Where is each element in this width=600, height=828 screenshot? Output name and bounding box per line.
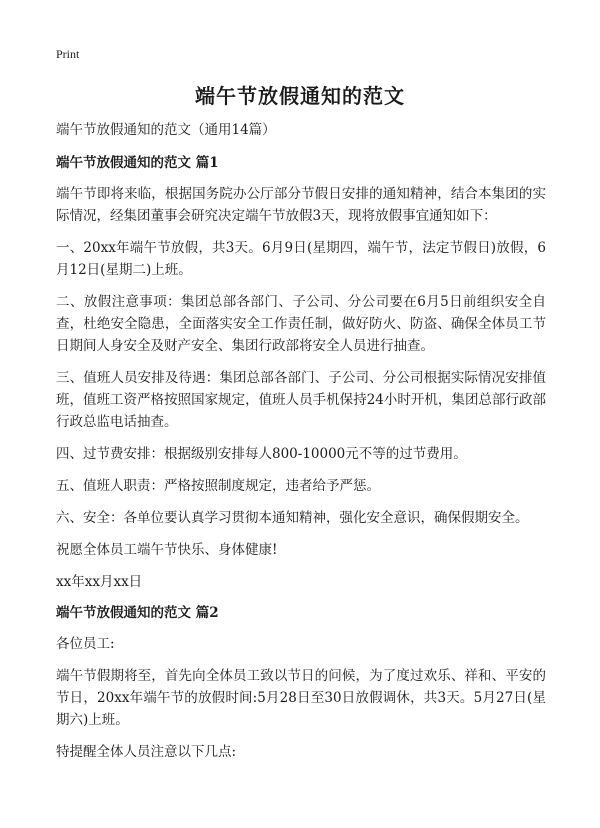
paragraph-item-5: 五、值班人职责：严格按照制度规定，违者给予严惩。 — [56, 478, 380, 494]
paragraph-intro: 端午节即将来临，根据国务院办公厅部分节假日安排的通知精神，结合本集团的实际情况，经集团董事会研究决定端午节放假3天，现将放假事宜通知如下： — [56, 186, 546, 224]
paragraph-greeting: 祝愿全体员工端午节快乐、身体健康! — [56, 542, 278, 558]
document-body — [56, 120, 546, 773]
paragraph-item-6: 六、安全：各单位要认真学习贯彻本通知精神，强化安全意识，确保假期安全。 — [56, 510, 529, 526]
paragraph-item-3: 三、值班人员安排及待遇：集团总部各部门、子公司、分公司根据实际情况安排值班，值班工资严格按照国家规定，值班人员手机保持24小时开机，集团总部行政部行政总监电话抽查。 — [56, 370, 546, 430]
paragraph-salutation: 各位员工: — [56, 636, 115, 652]
document-subtitle: 端午节放假通知的范文（通用14篇） — [56, 122, 276, 138]
paragraph-item-2: 二、放假注意事项：集团总部各部门、子公司、分公司要在6月5日前组织安全自查，杜绝安全隐患，全面落实安全工作责任制，做好防火、防盗、确保全体员工节日期间人身安全及财产安全、集团行政部将安全人员进行抽查。 — [56, 294, 546, 354]
paragraph-date: xx年xx月xx日 — [56, 574, 143, 590]
print-link[interactable]: Print — [56, 47, 80, 61]
paragraph-item-4: 四、过节费安排：根据级别安排每人800-10000元不等的过节费用。 — [56, 446, 467, 462]
page-title: 端午节放假通知的范文 — [195, 84, 405, 108]
section-heading-2: 端午节放假通知的范文 篇2 — [56, 605, 219, 621]
paragraph-reminder: 特提醒全体人员注意以下几点: — [56, 744, 237, 760]
paragraph-holiday-notice: 端午节假期将至，首先向全体员工致以节日的问候，为了度过欢乐、祥和、平安的节日，20xx年端午节的放假时间:5月28日至30日放假调休，共3天。5月27日(星期六)上班。 — [56, 668, 546, 728]
paragraph-item-1: 一、20xx年端午节放假，共3天。6月9日(星期四，端午节，法定节假日)放假，6月12日(星期二)上班。 — [56, 240, 546, 278]
section-heading-1: 端午节放假通知的范文 篇1 — [56, 155, 219, 171]
